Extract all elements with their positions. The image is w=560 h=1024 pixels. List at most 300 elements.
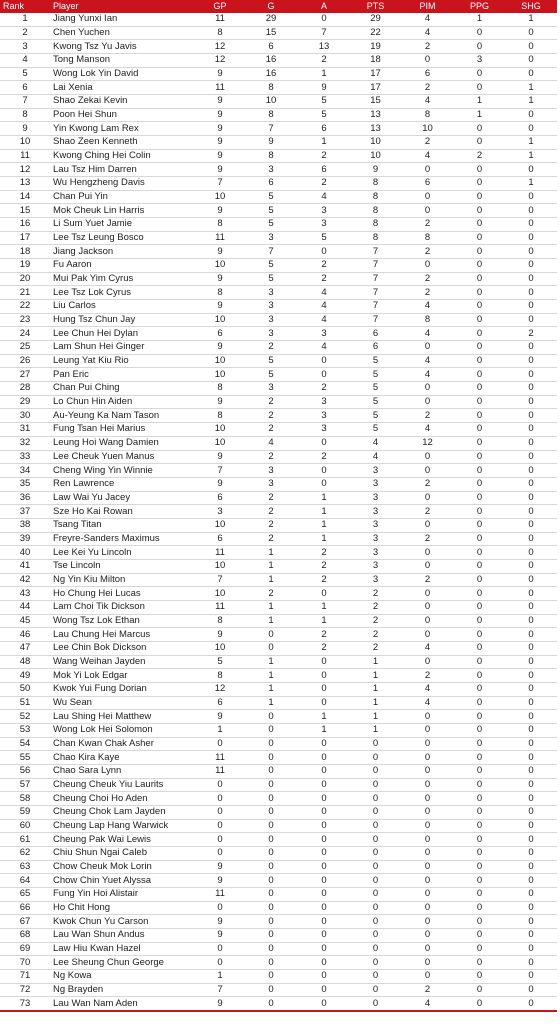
player-name-cell[interactable]: Cheung Cheuk Yiu Laurits xyxy=(50,778,196,792)
table-row xyxy=(0,95,557,109)
player-name-cell[interactable]: Leung Hoi Wang Damien xyxy=(50,436,196,450)
a-cell: 2 xyxy=(298,54,350,68)
ppg-cell: 0 xyxy=(454,300,505,314)
table-row xyxy=(0,641,557,655)
a-cell: 1 xyxy=(298,505,350,519)
a-cell: 2 xyxy=(298,272,350,286)
g-cell: 0 xyxy=(244,641,298,655)
player-name-cell[interactable]: Tong Manson xyxy=(50,54,196,68)
shg-cell: 0 xyxy=(505,805,557,819)
pim-cell: 2 xyxy=(401,272,454,286)
player-name-cell[interactable]: Leung Yat Kiu Rio xyxy=(50,354,196,368)
player-name-cell[interactable]: Lee Tsz Lok Cyrus xyxy=(50,286,196,300)
col-header-gp[interactable]: GP xyxy=(196,0,244,13)
col-header-shg[interactable]: SHG xyxy=(505,0,557,13)
g-cell: 5 xyxy=(244,259,298,273)
player-name-cell[interactable]: Ng Yin Kiu Milton xyxy=(50,573,196,587)
player-name-cell[interactable]: Wang Weihan Jayden xyxy=(50,655,196,669)
rank-cell: 58 xyxy=(0,792,50,806)
player-name-cell[interactable]: Mui Pak Yim Cyrus xyxy=(50,272,196,286)
ppg-cell: 0 xyxy=(454,532,505,546)
shg-cell: 0 xyxy=(505,313,557,327)
ppg-cell: 0 xyxy=(454,327,505,341)
pim-cell: 6 xyxy=(401,177,454,191)
player-name-cell[interactable]: Wu Hengzheng Davis xyxy=(50,177,196,191)
player-name-cell[interactable]: Lai Xenia xyxy=(50,81,196,95)
player-name-cell[interactable]: Yin Kwong Lam Rex xyxy=(50,122,196,136)
player-name-cell[interactable]: Fu Aaron xyxy=(50,259,196,273)
rank-cell: 19 xyxy=(0,259,50,273)
rank-cell: 67 xyxy=(0,915,50,929)
player-name-cell[interactable]: Tse Lincoln xyxy=(50,559,196,573)
pts-cell: 7 xyxy=(350,300,401,314)
shg-cell: 0 xyxy=(505,641,557,655)
a-cell: 0 xyxy=(298,368,350,382)
player-name-cell[interactable]: Jiang Yunxi Ian xyxy=(50,13,196,26)
pim-cell: 0 xyxy=(401,833,454,847)
g-cell: 3 xyxy=(244,477,298,491)
rank-cell: 23 xyxy=(0,313,50,327)
player-name-cell[interactable]: Lau Wan Nam Aden xyxy=(50,997,196,1011)
gp-cell: 11 xyxy=(196,81,244,95)
g-cell: 0 xyxy=(244,723,298,737)
a-cell: 0 xyxy=(298,888,350,902)
rank-cell: 34 xyxy=(0,464,50,478)
table-row xyxy=(0,655,557,669)
player-name-cell[interactable]: Lee Chun Hei Dylan xyxy=(50,327,196,341)
pim-cell: 6 xyxy=(401,67,454,81)
pts-cell: 1 xyxy=(350,723,401,737)
g-cell: 8 xyxy=(244,81,298,95)
table-row xyxy=(0,600,557,614)
rank-cell: 70 xyxy=(0,956,50,970)
pts-cell: 1 xyxy=(350,682,401,696)
gp-cell: 11 xyxy=(196,751,244,765)
rank-cell: 2 xyxy=(0,26,50,40)
shg-cell: 0 xyxy=(505,778,557,792)
table-row xyxy=(0,450,557,464)
pim-cell: 0 xyxy=(401,628,454,642)
a-cell: 4 xyxy=(298,190,350,204)
rank-cell: 27 xyxy=(0,368,50,382)
g-cell: 6 xyxy=(244,177,298,191)
gp-cell: 1 xyxy=(196,723,244,737)
player-name-cell[interactable]: Hung Tsz Chun Jay xyxy=(50,313,196,327)
player-name-cell[interactable]: Liu Carlos xyxy=(50,300,196,314)
ppg-cell: 0 xyxy=(454,833,505,847)
player-name-cell[interactable]: Chan Pui Yin xyxy=(50,190,196,204)
pim-cell: 0 xyxy=(401,546,454,560)
player-name-cell[interactable]: Pan Eric xyxy=(50,368,196,382)
player-name-cell[interactable]: Lau Chung Hei Marcus xyxy=(50,628,196,642)
player-name-cell[interactable]: Chow Cheuk Mok Lorin xyxy=(50,860,196,874)
rank-cell: 72 xyxy=(0,983,50,997)
player-name-cell[interactable]: Kwok Chun Yu Carson xyxy=(50,915,196,929)
pim-cell: 2 xyxy=(401,409,454,423)
ppg-cell: 0 xyxy=(454,286,505,300)
player-name-cell[interactable]: Cheung Lap Hang Warwick xyxy=(50,819,196,833)
pim-cell: 0 xyxy=(401,259,454,273)
rank-cell: 51 xyxy=(0,696,50,710)
g-cell: 0 xyxy=(244,833,298,847)
table-row xyxy=(0,915,557,929)
player-name-cell[interactable]: Cheung Pak Wai Lewis xyxy=(50,833,196,847)
player-name-cell[interactable]: Poon Hei Shun xyxy=(50,108,196,122)
pim-cell: 2 xyxy=(401,669,454,683)
rank-cell: 61 xyxy=(0,833,50,847)
player-name-cell[interactable]: Mok Yi Lok Edgar xyxy=(50,669,196,683)
player-name-cell[interactable]: Fung Yin Hoi Alistair xyxy=(50,888,196,902)
a-cell: 0 xyxy=(298,997,350,1011)
rank-cell: 47 xyxy=(0,641,50,655)
ppg-cell: 0 xyxy=(454,245,505,259)
rank-cell: 63 xyxy=(0,860,50,874)
gp-cell: 9 xyxy=(196,67,244,81)
pim-cell: 0 xyxy=(401,587,454,601)
shg-cell: 0 xyxy=(505,833,557,847)
table-row xyxy=(0,423,557,437)
rank-cell: 28 xyxy=(0,382,50,396)
ppg-cell: 0 xyxy=(454,682,505,696)
pts-cell: 2 xyxy=(350,628,401,642)
gp-cell: 7 xyxy=(196,464,244,478)
g-cell: 15 xyxy=(244,26,298,40)
g-cell: 3 xyxy=(244,313,298,327)
shg-cell: 0 xyxy=(505,860,557,874)
pim-cell: 0 xyxy=(401,846,454,860)
ppg-cell: 0 xyxy=(454,901,505,915)
rank-cell: 4 xyxy=(0,54,50,68)
a-cell: 0 xyxy=(298,751,350,765)
pts-cell: 10 xyxy=(350,136,401,150)
g-cell: 2 xyxy=(244,491,298,505)
gp-cell: 10 xyxy=(196,354,244,368)
shg-cell: 0 xyxy=(505,983,557,997)
gp-cell: 9 xyxy=(196,136,244,150)
player-name-cell[interactable]: Cheung Choi Ho Aden xyxy=(50,792,196,806)
table-row xyxy=(0,751,557,765)
pim-cell: 4 xyxy=(401,26,454,40)
g-cell: 3 xyxy=(244,286,298,300)
pim-cell: 0 xyxy=(401,341,454,355)
player-name-cell[interactable]: Chow Chin Yuet Alyssa xyxy=(50,874,196,888)
table-row xyxy=(0,614,557,628)
player-name-cell[interactable]: Ho Chit Hong xyxy=(50,901,196,915)
player-name-cell[interactable]: Chan Kwan Chak Asher xyxy=(50,737,196,751)
table-row xyxy=(0,997,557,1011)
shg-cell: 0 xyxy=(505,204,557,218)
rank-cell: 38 xyxy=(0,518,50,532)
pim-cell: 2 xyxy=(401,532,454,546)
pts-cell: 0 xyxy=(350,997,401,1011)
a-cell: 1 xyxy=(298,532,350,546)
player-name-cell[interactable]: Chao Kira Kaye xyxy=(50,751,196,765)
player-name-cell[interactable]: Lau Tsz Him Darren xyxy=(50,163,196,177)
player-name-cell[interactable]: Chen Yuchen xyxy=(50,26,196,40)
g-cell: 1 xyxy=(244,669,298,683)
ppg-cell: 1 xyxy=(454,108,505,122)
rank-cell: 25 xyxy=(0,341,50,355)
player-name-cell[interactable]: Shao Zeen Kenneth xyxy=(50,136,196,150)
shg-cell: 0 xyxy=(505,696,557,710)
pts-cell: 3 xyxy=(350,559,401,573)
gp-cell: 12 xyxy=(196,54,244,68)
player-name-cell[interactable]: Chan Pui Ching xyxy=(50,382,196,396)
col-header-pts[interactable]: PTS xyxy=(350,0,401,13)
player-name-cell[interactable]: Lam Shun Hei Ginger xyxy=(50,341,196,355)
player-name-cell[interactable]: Cheng Wing Yin Winnie xyxy=(50,464,196,478)
shg-cell: 0 xyxy=(505,942,557,956)
a-cell: 1 xyxy=(298,136,350,150)
pts-cell: 2 xyxy=(350,587,401,601)
player-name-cell[interactable]: Lee Chin Bok Dickson xyxy=(50,641,196,655)
pts-cell: 0 xyxy=(350,901,401,915)
shg-cell: 0 xyxy=(505,846,557,860)
g-cell: 5 xyxy=(244,218,298,232)
rank-cell: 31 xyxy=(0,423,50,437)
ppg-cell: 3 xyxy=(454,54,505,68)
a-cell: 1 xyxy=(298,67,350,81)
ppg-cell: 0 xyxy=(454,491,505,505)
pts-cell: 2 xyxy=(350,600,401,614)
pts-cell: 1 xyxy=(350,669,401,683)
player-name-cell[interactable]: Lo Chun Hin Aiden xyxy=(50,395,196,409)
g-cell: 0 xyxy=(244,970,298,984)
pts-cell: 1 xyxy=(350,696,401,710)
player-name-cell[interactable]: Wong Lok Hei Solomon xyxy=(50,723,196,737)
ppg-cell: 0 xyxy=(454,259,505,273)
shg-cell: 0 xyxy=(505,300,557,314)
player-name-cell[interactable]: Lee Kei Yu Lincoln xyxy=(50,546,196,560)
a-cell: 1 xyxy=(298,614,350,628)
col-header-player[interactable]: Player xyxy=(50,0,196,13)
gp-cell: 0 xyxy=(196,819,244,833)
pts-cell: 0 xyxy=(350,805,401,819)
player-name-cell[interactable]: Law Wai Yu Jacey xyxy=(50,491,196,505)
ppg-cell: 0 xyxy=(454,860,505,874)
shg-cell: 0 xyxy=(505,518,557,532)
gp-cell: 10 xyxy=(196,368,244,382)
shg-cell: 1 xyxy=(505,136,557,150)
shg-cell: 0 xyxy=(505,888,557,902)
rank-cell: 60 xyxy=(0,819,50,833)
ppg-cell: 0 xyxy=(454,614,505,628)
pim-cell: 2 xyxy=(401,81,454,95)
pts-cell: 10 xyxy=(350,149,401,163)
ppg-cell: 0 xyxy=(454,163,505,177)
pts-cell: 0 xyxy=(350,874,401,888)
pts-cell: 0 xyxy=(350,846,401,860)
table-row xyxy=(0,354,557,368)
shg-cell: 0 xyxy=(505,259,557,273)
shg-cell: 0 xyxy=(505,218,557,232)
table-row xyxy=(0,860,557,874)
player-name-cell[interactable]: Ho Chung Hei Lucas xyxy=(50,587,196,601)
pim-cell: 0 xyxy=(401,915,454,929)
a-cell: 3 xyxy=(298,204,350,218)
player-name-cell[interactable]: Freyre-Sanders Maximus xyxy=(50,532,196,546)
col-header-ppg[interactable]: PPG xyxy=(454,0,505,13)
gp-cell: 5 xyxy=(196,655,244,669)
player-name-cell[interactable]: Lau Shing Hei Matthew xyxy=(50,710,196,724)
table-row xyxy=(0,573,557,587)
player-name-cell[interactable]: Wong Tsz Lok Ethan xyxy=(50,614,196,628)
gp-cell: 11 xyxy=(196,764,244,778)
rank-cell: 50 xyxy=(0,682,50,696)
player-name-cell[interactable]: Wong Lok Yin David xyxy=(50,67,196,81)
a-cell: 2 xyxy=(298,382,350,396)
table-row xyxy=(0,587,557,601)
player-name-cell[interactable]: Ng Kowa xyxy=(50,970,196,984)
g-cell: 0 xyxy=(244,901,298,915)
gp-cell: 8 xyxy=(196,218,244,232)
player-name-cell[interactable]: Au-Yeung Ka Nam Tason xyxy=(50,409,196,423)
pts-cell: 2 xyxy=(350,614,401,628)
pim-cell: 4 xyxy=(401,149,454,163)
pts-cell: 3 xyxy=(350,546,401,560)
pim-cell: 0 xyxy=(401,874,454,888)
a-cell: 13 xyxy=(298,40,350,54)
gp-cell: 6 xyxy=(196,491,244,505)
player-name-cell[interactable]: Chiu Shun Ngai Caleb xyxy=(50,846,196,860)
g-cell: 8 xyxy=(244,149,298,163)
pts-cell: 7 xyxy=(350,272,401,286)
pim-cell: 0 xyxy=(401,163,454,177)
shg-cell: 0 xyxy=(505,559,557,573)
player-name-cell[interactable]: Kwok Yui Fung Dorian xyxy=(50,682,196,696)
table-row xyxy=(0,436,557,450)
table-row xyxy=(0,901,557,915)
rank-cell: 17 xyxy=(0,231,50,245)
player-name-cell[interactable]: Ren Lawrence xyxy=(50,477,196,491)
player-name-cell[interactable]: Jiang Jackson xyxy=(50,245,196,259)
col-header-a[interactable]: A xyxy=(298,0,350,13)
gp-cell: 8 xyxy=(196,669,244,683)
pim-cell: 0 xyxy=(401,450,454,464)
pim-cell: 4 xyxy=(401,423,454,437)
pim-cell: 4 xyxy=(401,327,454,341)
pim-cell: 0 xyxy=(401,600,454,614)
player-name-cell[interactable]: Ng Brayden xyxy=(50,983,196,997)
pim-cell: 0 xyxy=(401,778,454,792)
pts-cell: 13 xyxy=(350,108,401,122)
pim-cell: 0 xyxy=(401,929,454,943)
a-cell: 0 xyxy=(298,778,350,792)
player-name-cell[interactable]: Lee Cheuk Yuen Manus xyxy=(50,450,196,464)
g-cell: 1 xyxy=(244,546,298,560)
g-cell: 7 xyxy=(244,245,298,259)
player-name-cell[interactable]: Cheung Chok Lam Jayden xyxy=(50,805,196,819)
a-cell: 4 xyxy=(298,286,350,300)
table-row xyxy=(0,382,557,396)
shg-cell: 0 xyxy=(505,395,557,409)
pts-cell: 3 xyxy=(350,573,401,587)
table-row xyxy=(0,737,557,751)
table-row xyxy=(0,874,557,888)
pim-cell: 0 xyxy=(401,655,454,669)
a-cell: 9 xyxy=(298,81,350,95)
pts-cell: 17 xyxy=(350,81,401,95)
shg-cell: 0 xyxy=(505,655,557,669)
rank-cell: 11 xyxy=(0,149,50,163)
pim-cell: 0 xyxy=(401,710,454,724)
player-name-cell[interactable]: Mok Cheuk Lin Harris xyxy=(50,204,196,218)
g-cell: 29 xyxy=(244,13,298,26)
rank-cell: 57 xyxy=(0,778,50,792)
shg-cell: 0 xyxy=(505,382,557,396)
pim-cell: 0 xyxy=(401,382,454,396)
shg-cell: 0 xyxy=(505,710,557,724)
player-name-cell[interactable]: Lau Wan Shun Andus xyxy=(50,929,196,943)
table-row xyxy=(0,177,557,191)
gp-cell: 9 xyxy=(196,272,244,286)
ppg-cell: 0 xyxy=(454,710,505,724)
gp-cell: 12 xyxy=(196,682,244,696)
ppg-cell: 0 xyxy=(454,641,505,655)
g-cell: 2 xyxy=(244,423,298,437)
player-name-cell[interactable]: Fung Tsan Hei Marius xyxy=(50,423,196,437)
player-name-cell[interactable]: Wu Sean xyxy=(50,696,196,710)
pts-cell: 8 xyxy=(350,177,401,191)
player-name-cell[interactable]: Li Sum Yuet Jamie xyxy=(50,218,196,232)
g-cell: 2 xyxy=(244,518,298,532)
player-name-cell[interactable]: Sze Ho Kai Rowan xyxy=(50,505,196,519)
a-cell: 0 xyxy=(298,983,350,997)
table-row xyxy=(0,67,557,81)
pim-cell: 2 xyxy=(401,218,454,232)
ppg-cell: 0 xyxy=(454,450,505,464)
shg-cell: 0 xyxy=(505,245,557,259)
player-name-cell[interactable]: Lam Choi Tik Dickson xyxy=(50,600,196,614)
rank-cell: 9 xyxy=(0,122,50,136)
pim-cell: 0 xyxy=(401,805,454,819)
a-cell: 0 xyxy=(298,477,350,491)
col-header-g[interactable]: G xyxy=(244,0,298,13)
shg-cell: 0 xyxy=(505,67,557,81)
shg-cell: 1 xyxy=(505,149,557,163)
player-name-cell[interactable]: Law Hiu Kwan Hazel xyxy=(50,942,196,956)
player-name-cell[interactable]: Tsang Titan xyxy=(50,518,196,532)
table-row xyxy=(0,272,557,286)
a-cell: 1 xyxy=(298,600,350,614)
a-cell: 5 xyxy=(298,108,350,122)
table-row xyxy=(0,245,557,259)
col-header-pim[interactable]: PIM xyxy=(401,0,454,13)
rank-cell: 41 xyxy=(0,559,50,573)
a-cell: 2 xyxy=(298,149,350,163)
shg-cell: 0 xyxy=(505,751,557,765)
table-row xyxy=(0,532,557,546)
pts-cell: 3 xyxy=(350,505,401,519)
table-row xyxy=(0,54,557,68)
table-row xyxy=(0,559,557,573)
shg-cell: 0 xyxy=(505,190,557,204)
pim-cell: 0 xyxy=(401,901,454,915)
player-name-cell[interactable]: Kwong Tsz Yu Javis xyxy=(50,40,196,54)
player-name-cell[interactable]: Lee Tsz Leung Bosco xyxy=(50,231,196,245)
rank-cell: 39 xyxy=(0,532,50,546)
pim-cell: 4 xyxy=(401,641,454,655)
player-name-cell[interactable]: Kwong Ching Hei Colin xyxy=(50,149,196,163)
player-name-cell[interactable]: Chao Sara Lynn xyxy=(50,764,196,778)
player-name-cell[interactable]: Shao Zekai Kevin xyxy=(50,95,196,109)
g-cell: 1 xyxy=(244,655,298,669)
col-header-rank[interactable]: Rank xyxy=(0,0,50,13)
ppg-cell: 0 xyxy=(454,751,505,765)
pim-cell: 0 xyxy=(401,860,454,874)
player-name-cell[interactable]: Lee Sheung Chun George xyxy=(50,956,196,970)
ppg-cell: 0 xyxy=(454,764,505,778)
